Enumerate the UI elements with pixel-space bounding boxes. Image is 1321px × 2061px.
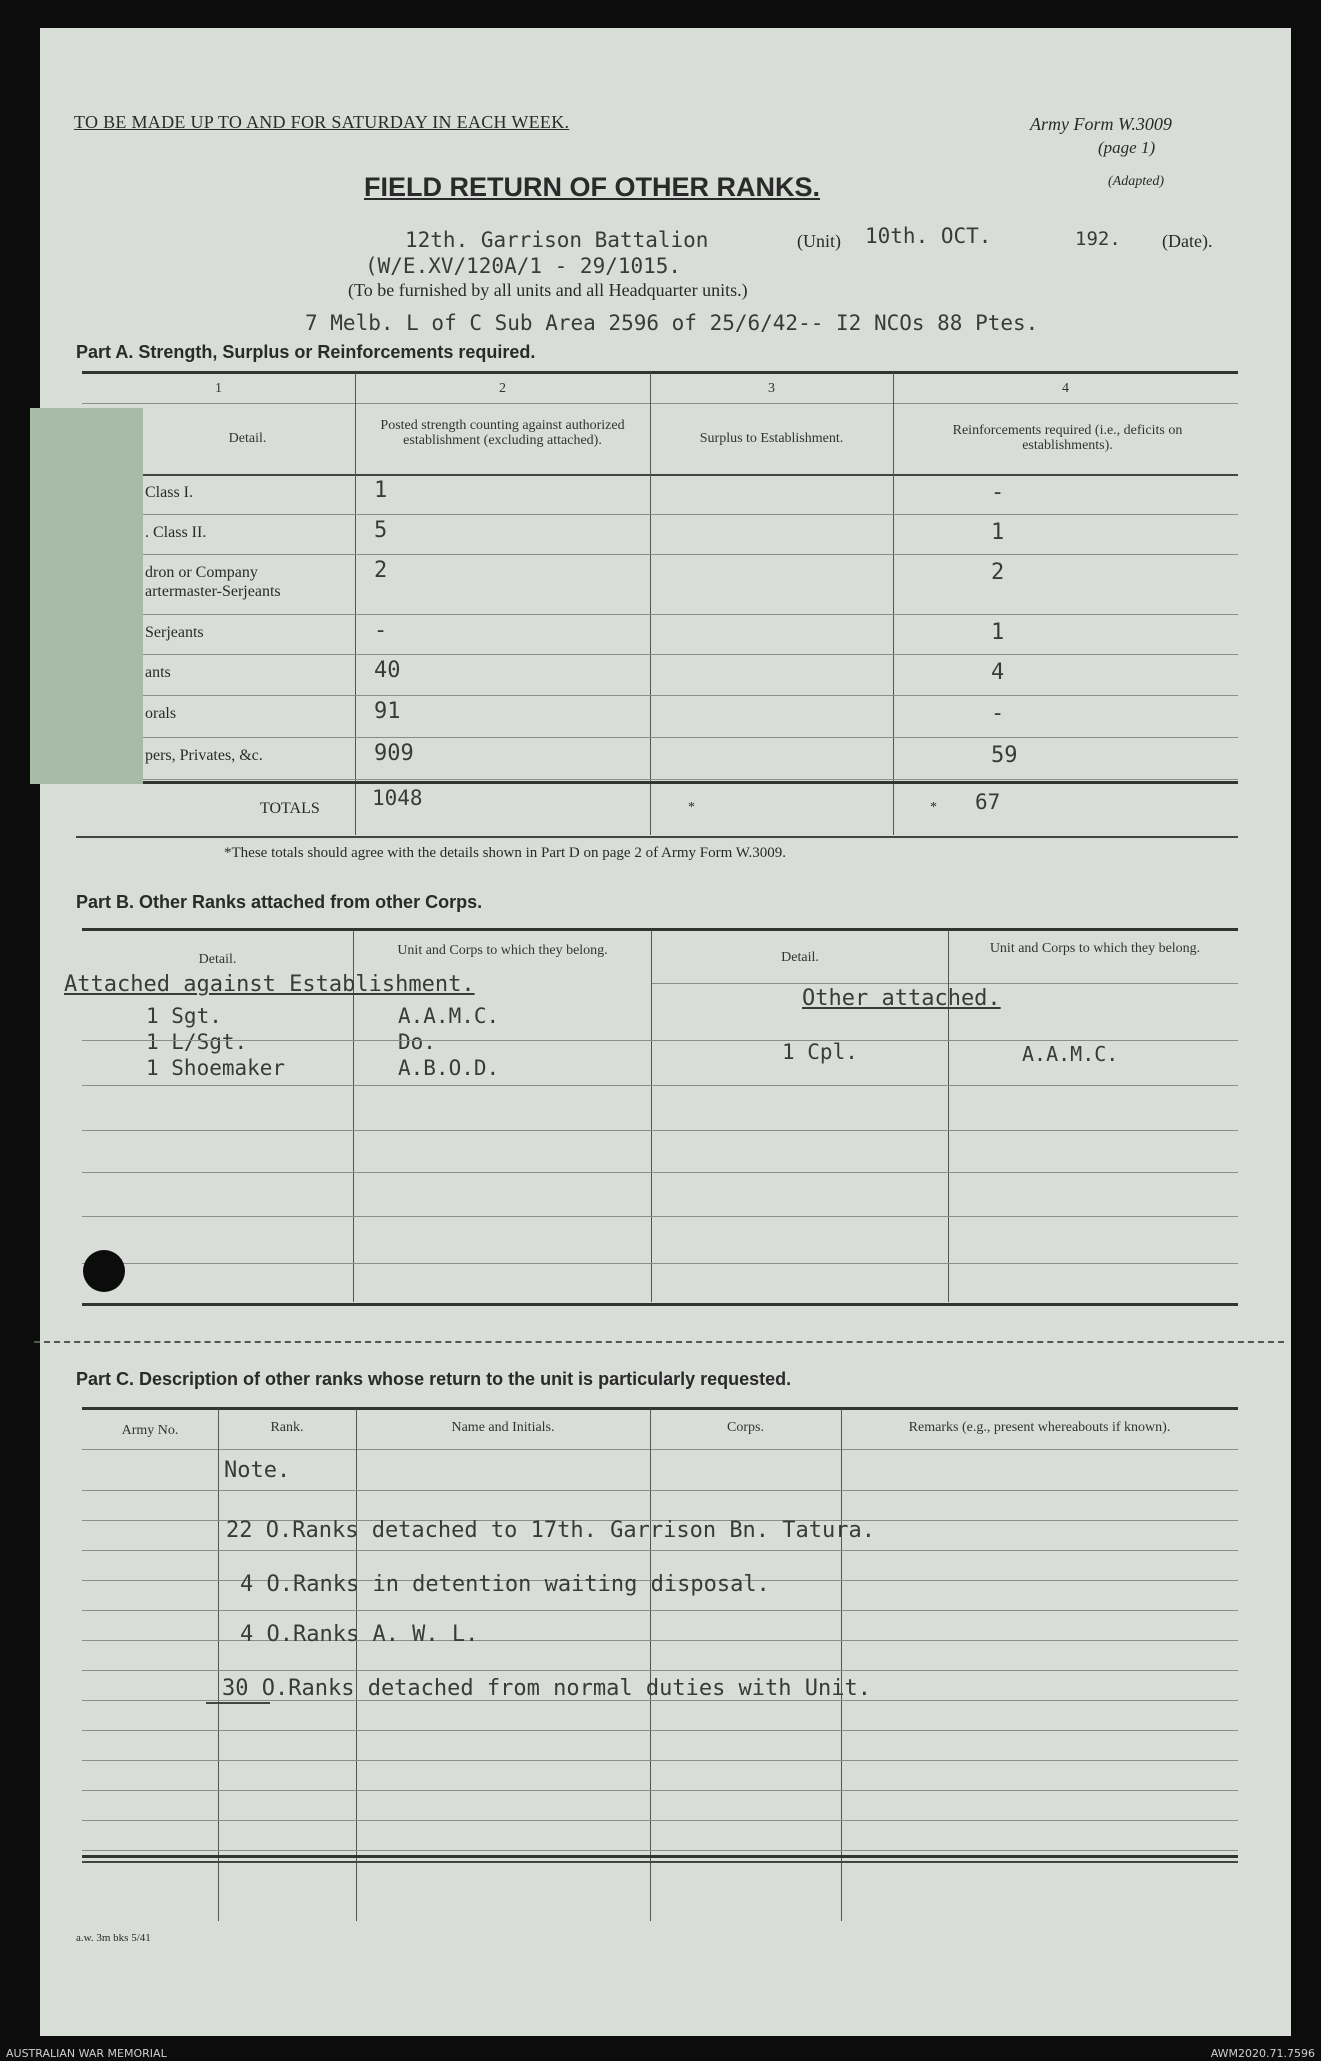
row-detail-continued: artermaster-Serjeants: [145, 583, 281, 600]
row-reinforcements: 59: [991, 743, 1018, 768]
page-number: (page 1): [1098, 138, 1156, 157]
header-surplus: Surplus to Establishment.: [699, 431, 844, 446]
furnish-note: (To be furnished by all units and all Headquarter units.): [348, 280, 748, 300]
part-b-header-detail-left: Detail.: [198, 952, 237, 967]
print-code: a.w. 3m bks 5/41: [76, 1932, 151, 1944]
row-detail: . Class II.: [145, 524, 207, 541]
row-posted-strength: 5: [374, 518, 388, 543]
adapted-label: (Adapted): [1108, 174, 1164, 189]
row-detail: pers, Privates, &c.: [145, 747, 263, 764]
footer-accession: AWM2020.71.7596: [1210, 2047, 1315, 2060]
unit-value: 12th. Garrison Battalion: [405, 228, 709, 252]
area-note: 7 Melb. L of C Sub Area 2596 of 25/6/42-- I2 NCOs 88 Ptes.: [305, 311, 1039, 335]
col-number-3: 3: [768, 381, 775, 396]
attached-corps: A.A.M.C.: [398, 1004, 500, 1028]
row-posted-strength: 40: [374, 658, 401, 683]
row-posted-strength: 909: [374, 741, 414, 766]
part-c-header-corps: Corps.: [727, 1420, 764, 1435]
totals-reinforcements: 67: [975, 790, 1001, 814]
part-a-footnote: *These totals should agree with the details shown in Part D on page 2 of Army Form W.3009.: [224, 845, 787, 861]
instruction-line: TO BE MADE UP TO AND FOR SATURDAY IN EACH WEEK.: [74, 112, 570, 132]
row-reinforcements: 1: [991, 620, 1005, 645]
attached-detail: 1 Shoemaker: [146, 1056, 286, 1080]
note-line-4: 30 O.Ranks detached from normal duties with Unit.: [222, 1676, 872, 1701]
part-b-header-corps-left: Unit and Corps to which they belong.: [397, 943, 608, 958]
row-detail: Serjeants: [145, 624, 204, 641]
row-posted-strength: 2: [374, 558, 388, 583]
row-posted-strength: 1: [374, 478, 388, 503]
row-detail: orals: [145, 705, 177, 722]
row-reinforcements: -: [991, 701, 1005, 726]
note-line-1: 22 O.Ranks detached to 17th. Garrison Bn. Tatura.: [226, 1518, 876, 1543]
part-a-title: Part A. Strength, Surplus or Reinforcements required.: [76, 342, 536, 362]
attached-detail: 1 Sgt.: [146, 1004, 222, 1028]
part-b-header-detail-right: Detail.: [781, 950, 819, 965]
attached-heading: Attached against Establishment.: [64, 972, 475, 997]
attached-corps: Do.: [398, 1030, 436, 1054]
col-number-1: 1: [215, 381, 222, 396]
date-label: (Date).: [1162, 231, 1213, 251]
part-c-header-rank: Rank.: [270, 1420, 304, 1435]
form-title: FIELD RETURN OF OTHER RANKS.: [364, 172, 820, 202]
row-posted-strength: 91: [374, 699, 401, 724]
attached-detail: 1 L/Sgt.: [146, 1030, 248, 1054]
row-detail: Class I.: [145, 484, 193, 501]
part-c-header-army-no: Army No.: [121, 1423, 179, 1438]
row-reinforcements: -: [991, 480, 1005, 505]
totals-posted: 1048: [372, 786, 423, 810]
form-name: Army Form W.3009: [1030, 114, 1172, 134]
year-value: 192.: [1075, 228, 1121, 250]
row-reinforcements: 2: [991, 560, 1005, 585]
date-value: 10th. OCT.: [865, 224, 992, 248]
note-line-3: 4 O.Ranks A. W. L.: [240, 1622, 479, 1647]
other-attached-corps: A.A.M.C.: [1022, 1042, 1119, 1066]
footer-credit: AUSTRALIAN WAR MEMORIAL: [6, 2047, 167, 2060]
row-reinforcements: 1: [991, 520, 1005, 545]
row-posted-strength: -: [374, 618, 388, 643]
establishment-ref: (W/E.XV/120A/1 - 29/1015.: [365, 254, 682, 278]
part-c-header-remarks: Remarks (e.g., present whereabouts if known).: [908, 1420, 1171, 1435]
unit-label: (Unit): [797, 231, 841, 251]
note-label: Note.: [224, 1458, 291, 1483]
part-c-title: Part C. Description of other ranks whose return to the unit is particularly requested.: [76, 1369, 792, 1389]
part-b-header-corps-right: Unit and Corps to which they belong.: [989, 941, 1201, 956]
header-posted-strength: Posted strength counting against authorized establishment (excluding attached).: [380, 418, 625, 448]
row-detail: dron or Company: [145, 564, 258, 581]
attached-paper-tab: [30, 408, 143, 784]
part-c-header-name: Name and Initials.: [451, 1420, 555, 1435]
totals-label: TOTALS: [260, 800, 320, 817]
totals-surplus-mark: *: [688, 800, 695, 815]
totals-reinforcements-mark: *: [930, 800, 937, 815]
attached-corps: A.B.O.D.: [398, 1056, 500, 1080]
part-b-title: Part B. Other Ranks attached from other Corps.: [76, 892, 483, 912]
note-line-2: 4 O.Ranks in detention waiting disposal.: [240, 1572, 770, 1597]
col-number-2: 2: [499, 381, 506, 396]
col-number-4: 4: [1062, 381, 1069, 396]
header-detail: Detail.: [228, 431, 267, 446]
other-attached-heading: Other attached.: [802, 986, 1001, 1011]
punch-hole: [83, 1250, 125, 1292]
row-detail: ants: [145, 664, 171, 681]
header-reinforcements: Reinforcements required (i.e., deficits on establishments).: [952, 423, 1183, 453]
other-attached-detail: 1 Cpl.: [782, 1040, 858, 1064]
row-reinforcements: 4: [991, 660, 1005, 685]
